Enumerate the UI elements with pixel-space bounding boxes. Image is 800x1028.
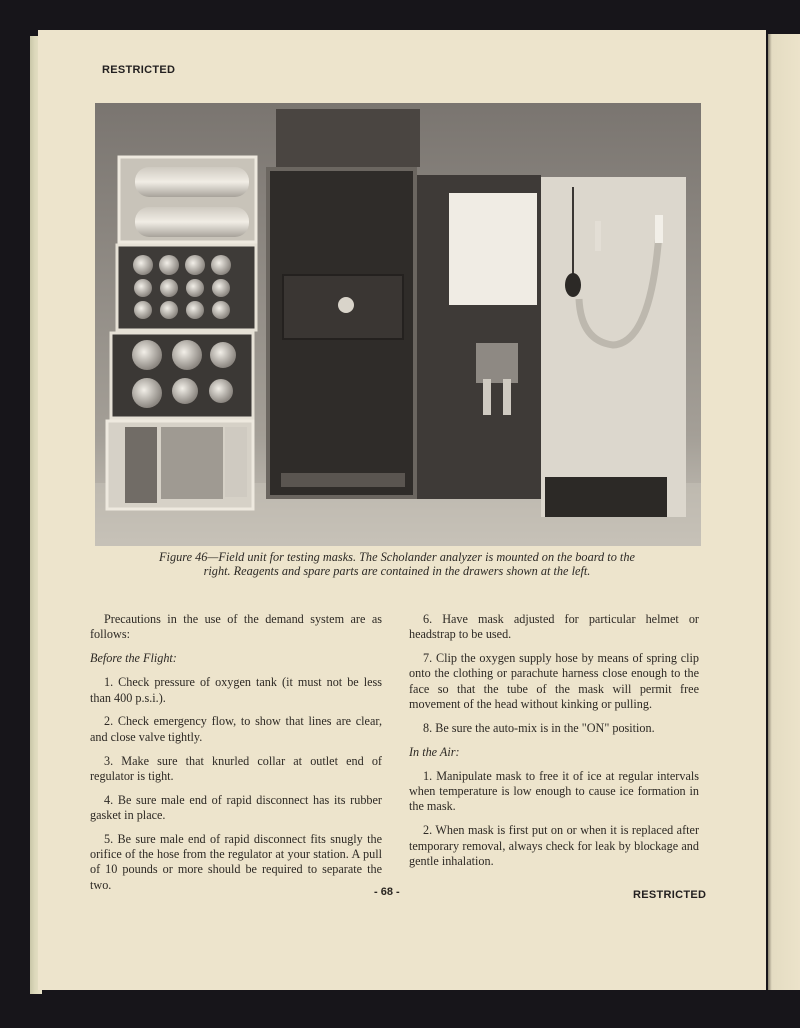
field-unit-photo-drawing <box>95 103 701 546</box>
list-item: 3. Make sure that knurled collar at outlet end of regulator is tight. <box>90 753 382 783</box>
left-text-column <box>90 612 382 901</box>
list-item: 4. Be sure male end of rapid disconnect has its rubber gasket in place. <box>90 792 382 822</box>
right-text-column <box>409 612 699 878</box>
figure-photograph <box>95 103 701 546</box>
page-number: - 68 - <box>374 886 400 898</box>
figure-caption: Figure 46—Field unit for testing masks. The Scholander analyzer is mounted on the board to the right. Reagents and spare parts are contained in the drawers shown at the left. <box>159 550 635 578</box>
facing-page-edge <box>768 34 800 990</box>
list-item: 2. Check emergency flow, to show that lines are clear, and close valve tightly. <box>90 714 382 744</box>
analyzer-board <box>541 177 686 517</box>
subheading-before-flight: Before the Flight: <box>90 651 177 666</box>
list-item: 8. Be sure the auto-mix is in the "ON" position. <box>423 720 655 735</box>
list-item: 7. Clip the oxygen supply hose by means of spring clip onto the clothing or parachute harness close enough to the face so that the tube of the mask will permit free movement of the head without kinking or pulling. <box>409 651 699 711</box>
restricted-header: RESTRICTED <box>102 64 176 76</box>
intro-paragraph: Precautions in the use of the demand system are as follows: <box>90 612 382 642</box>
subheading-in-the-air: In the Air: <box>409 744 460 759</box>
list-item: 1. Check pressure of oxygen tank (it must not be less than 400 p.s.i.). <box>90 675 382 705</box>
drawer-cabinet <box>107 157 256 509</box>
list-item: 1. Manipulate mask to free it of ice at regular intervals when temperature is low enough to cause ice formation in the mask. <box>409 768 699 814</box>
list-item: 5. Be sure male end of rapid disconnect fits snugly the orifice of the hose from the regulator at your station. A pull of 10 pounds or more should be required to separate the two. <box>90 831 382 892</box>
restricted-footer: RESTRICTED <box>633 889 707 901</box>
list-item: 2. When mask is first put on or when it is replaced after temporary removal, always check for leak by blockage and gentle inhalation. <box>409 823 699 868</box>
list-item: 6. Have mask adjusted for particular helmet or headstrap to be used. <box>409 612 699 642</box>
